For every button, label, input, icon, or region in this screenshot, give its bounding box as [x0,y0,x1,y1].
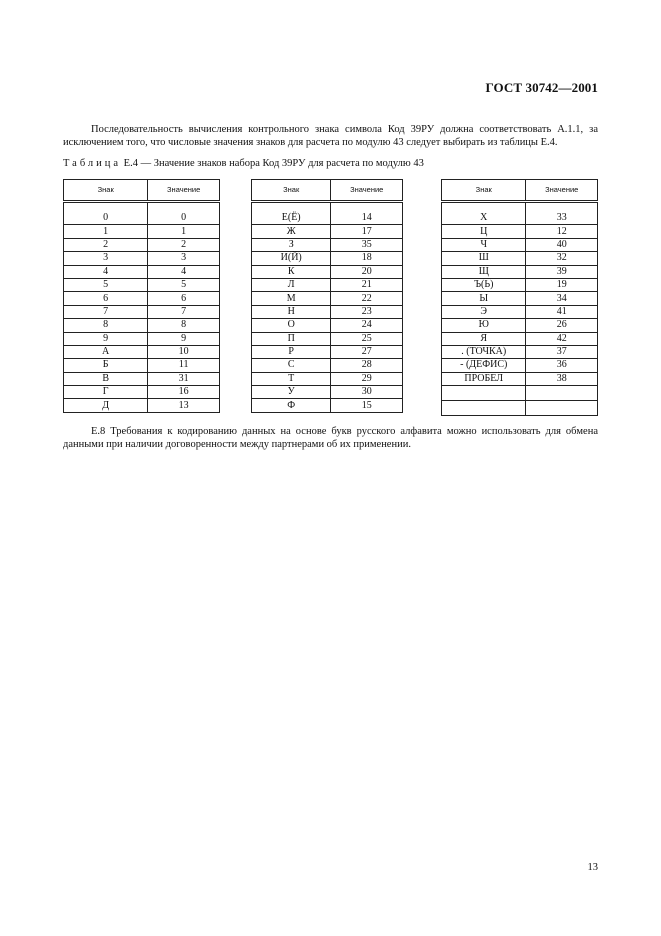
sign-cell: Т [252,372,331,385]
sign-cell: ПРОБЕЛ [442,372,526,385]
sign-cell: 7 [64,305,148,318]
sign-cell: Ч [442,238,526,251]
sign-cell: Х [442,212,526,225]
table-row [252,319,403,332]
table-row [252,399,403,412]
table-row [64,265,220,278]
table-caption-text: Е.4 — Значение знаков набора Код 39РУ для расчета по модулю 43 [121,158,424,169]
value-cell: 27 [331,345,403,358]
sign-cell: Ц [442,225,526,238]
value-cell: 33 [526,212,598,225]
table-row [442,332,598,345]
value-cell: 24 [331,319,403,332]
sign-cell: 8 [64,319,148,332]
value-cell: 0 [148,212,220,225]
value-cell: 36 [526,359,598,372]
table-row [252,278,403,291]
value-cell: 20 [331,265,403,278]
sign-cell: 4 [64,265,148,278]
table-caption-word: Таблица [63,158,122,169]
table-row [442,292,598,305]
table-row [442,252,598,265]
sign-cell: У [252,386,331,399]
table-body [252,202,403,413]
table-row [252,386,403,399]
paragraph-requirements: Е.8 Требования к кодированию данных на основе букв русского алфавита можно использовать для обмена данными при наличии договоренности между партнерами об их применении. [63,425,598,450]
table-row [252,212,403,225]
value-cell [526,386,598,401]
value-cell: 30 [331,386,403,399]
value-cell: 10 [148,345,220,358]
column-header-value: Значение [331,180,403,202]
sign-cell: 3 [64,252,148,265]
paragraph-checksum: Последовательность вычисления контрольного знака символа Код 39РУ должна соответствовать А.1.1, за исключением того, что числовые значения знаков для расчета по модулю 43 следует выбирать из таблицы Е.4. [63,123,598,148]
value-cell: 4 [148,265,220,278]
value-cell: 13 [148,399,220,412]
sign-cell: Ж [252,225,331,238]
separator-cell [526,202,598,213]
value-cell: 18 [331,252,403,265]
table-row [442,265,598,278]
standard-code: ГОСТ 30742—2001 [485,80,598,95]
header-separator [252,202,403,213]
table-row [442,305,598,318]
separator-cell [252,202,331,213]
table-row [64,252,220,265]
value-cell: 7 [148,305,220,318]
sign-cell: Щ [442,265,526,278]
table-row [442,386,598,401]
values-table-1 [63,179,220,413]
table-row [252,225,403,238]
value-cell: 42 [526,332,598,345]
sign-cell: Д [64,399,148,412]
table-row [442,238,598,251]
sign-cell [442,401,526,416]
value-cell: 41 [526,305,598,318]
table-caption [63,158,424,169]
value-cell: 34 [526,292,598,305]
table-row [64,319,220,332]
table-row [252,252,403,265]
value-cell: 25 [331,332,403,345]
separator-cell [442,202,526,213]
table-row [64,212,220,225]
sign-cell: Б [64,359,148,372]
header-separator [442,202,598,213]
value-cell: 22 [331,292,403,305]
value-cell: 31 [148,372,220,385]
values-table-2 [251,179,403,413]
value-cell: 9 [148,332,220,345]
sign-cell: М [252,292,331,305]
sign-cell: . (ТОЧКА) [442,345,526,358]
column-header-value: Значение [148,180,220,202]
sign-cell: 0 [64,212,148,225]
sign-cell: А [64,345,148,358]
table-row [252,359,403,372]
value-cell: 40 [526,238,598,251]
sign-cell: Н [252,305,331,318]
separator-cell [64,202,148,213]
value-cell: 6 [148,292,220,305]
table-row [64,359,220,372]
value-cell: 19 [526,278,598,291]
sign-cell: З [252,238,331,251]
sign-cell: Ф [252,399,331,412]
table-row [64,238,220,251]
column-header-value: Значение [526,180,598,202]
table-row [64,332,220,345]
value-cell: 12 [526,225,598,238]
sign-cell: Л [252,278,331,291]
sign-cell: О [252,319,331,332]
value-cell: 23 [331,305,403,318]
table-row [64,278,220,291]
table-row [252,238,403,251]
sign-cell: 5 [64,278,148,291]
table-row [442,359,598,372]
sign-cell: 1 [64,225,148,238]
table-row [442,225,598,238]
table-row [252,372,403,385]
table-row [64,292,220,305]
value-cell: 3 [148,252,220,265]
value-cell: 17 [331,225,403,238]
table-row [252,305,403,318]
sign-cell: В [64,372,148,385]
value-cell: 8 [148,319,220,332]
table-row [442,372,598,385]
value-cell: 16 [148,386,220,399]
table-row [252,265,403,278]
sign-cell: 9 [64,332,148,345]
table-row [442,345,598,358]
value-cell: 2 [148,238,220,251]
value-cell: 21 [331,278,403,291]
table-row [252,292,403,305]
sign-cell: С [252,359,331,372]
sign-cell: Г [64,386,148,399]
value-cell: 5 [148,278,220,291]
sign-cell: Э [442,305,526,318]
value-cell: 35 [331,238,403,251]
table-row [64,305,220,318]
table-row [64,386,220,399]
value-cell: 38 [526,372,598,385]
table-row [442,278,598,291]
value-cell: 14 [331,212,403,225]
column-header-sign: Знак [442,180,526,202]
sign-cell: Е(Ё) [252,212,331,225]
separator-cell [331,202,403,213]
sign-cell: Ю [442,319,526,332]
table-row [252,332,403,345]
sign-cell: Р [252,345,331,358]
table-row [64,225,220,238]
table-body [64,202,220,413]
header-separator [64,202,220,213]
sign-cell: Я [442,332,526,345]
table-row [442,319,598,332]
value-cell: 29 [331,372,403,385]
column-header-sign: Знак [252,180,331,202]
table-row [64,372,220,385]
sign-cell [442,386,526,401]
value-cell: 37 [526,345,598,358]
table-row [252,345,403,358]
values-table-3 [441,179,598,416]
sign-cell: 6 [64,292,148,305]
table-body [442,202,598,416]
table-row [442,401,598,416]
sign-cell: И(Й) [252,252,331,265]
value-cell [526,401,598,416]
sign-cell: 2 [64,238,148,251]
sign-cell: Ш [442,252,526,265]
value-cell: 26 [526,319,598,332]
page-number: 13 [587,862,598,873]
table-row [442,212,598,225]
sign-cell: Ъ(Ь) [442,278,526,291]
value-cell: 11 [148,359,220,372]
table-row [64,345,220,358]
sign-cell: К [252,265,331,278]
table-row [64,399,220,412]
sign-cell: - (ДЕФИС) [442,359,526,372]
value-cell: 15 [331,399,403,412]
value-cell: 39 [526,265,598,278]
column-header-sign: Знак [64,180,148,202]
sign-cell: Ы [442,292,526,305]
value-cell: 32 [526,252,598,265]
separator-cell [148,202,220,213]
value-cell: 28 [331,359,403,372]
sign-cell: П [252,332,331,345]
value-cell: 1 [148,225,220,238]
